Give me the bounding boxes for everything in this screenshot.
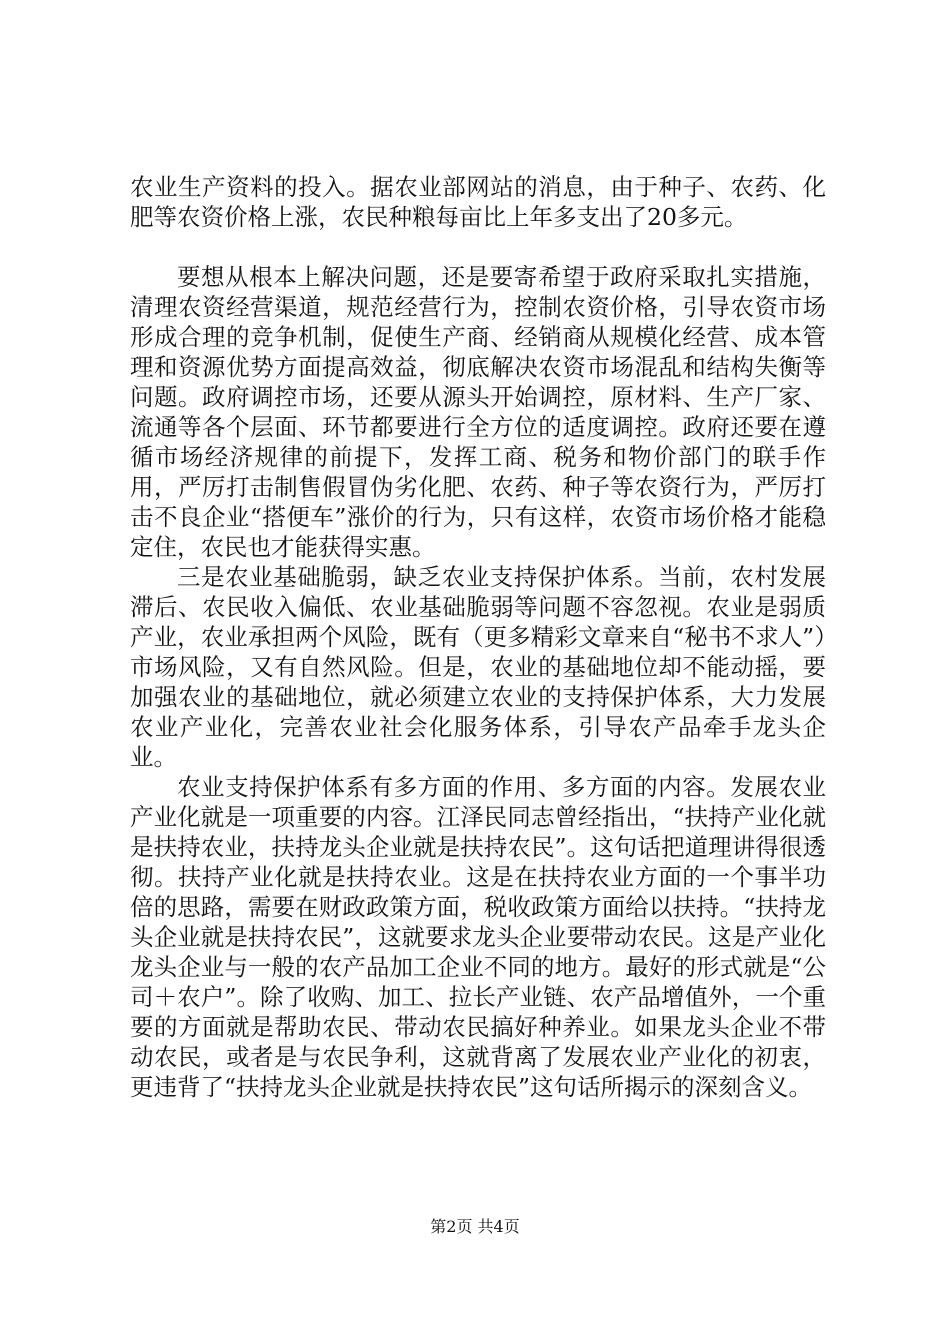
paragraph-government-measures: 要想从根本上解决问题，还是要寄希望于政府采取扎实措施，清理农资经营渠道，规范经营行为，控制农资价格，引导农资市场形成合理的竞争机制，促使生产商、经销商从规模化经营、成本管理和资源优势方面提高效益，彻底解决农资市场混乱和结构失衡等问题。政府调控市场，还要从源头开始调控，原材料、生产厂家、流通等各个层面、环节都要进行全方位的适度调控。政府还要在遵循市场经济规律的前提下，发挥工商、税务和物价部门的联手作用，严厉打击制售假冒伪劣化肥、农药、种子等农资行为，严厉打击不良企业“搭便车”涨价的行为，只有这样，农资市场价格才能稳定住，农民也才能获得实惠。 bbox=[130, 263, 826, 561]
paragraph-support-system: 农业支持保护体系有多方面的作用、多方面的内容。发展农业产业化就是一项重要的内容。江泽民同志曾经指出，“扶持产业化就是扶持农业，扶持龙头企业就是扶持农民”。这句话把道理讲得很透彻。扶持产业化就是扶持农业。这是在扶持农业方面的一个事半功倍的思路，需要在财政政策方面，税收政策方面给以扶持。“扶持龙头企业就是扶持农民”，这就要求龙头企业要带动农民。这是产业化龙头企业与一般的农产品加工企业不同的地方。最好的形式就是“公司＋农户”。除了收购、加工、拉长产业链、农产品增值外，一个重要的方面就是帮助农民、带动农民搞好种养业。如果龙头企业不带动农民，或者是与农民争利，这就背离了发展农业产业化的初衷，更违背了“扶持龙头企业就是扶持农民”这句话所揭示的深刻含义。 bbox=[130, 773, 826, 1101]
paragraph-weak-agriculture: 三是农业基础脆弱，缺乏农业支持保护体系。当前，农村发展滞后、农民收入偏低、农业基础脆弱等问题不容忽视。农业是弱质产业，农业承担两个风险，既有（更多精彩文章来自“秘书不求人”）市场风险，又有自然风险。但是，农业的基础地位却不能动摇，要加强农业的基础地位，就必须建立农业的支持保护体系，大力发展农业产业化，完善农业社会化服务体系，引导农产品牵手龙头企业。 bbox=[130, 563, 826, 771]
page-number-footer: 第2页 共4页 bbox=[430, 1217, 520, 1236]
paragraph-continuation: 农业生产资料的投入。据农业部网站的消息，由于种子、农药、化肥等农资价格上涨，农民种粮每亩比上年多支出了20多元。 bbox=[130, 173, 826, 231]
document-body bbox=[130, 172, 826, 1102]
